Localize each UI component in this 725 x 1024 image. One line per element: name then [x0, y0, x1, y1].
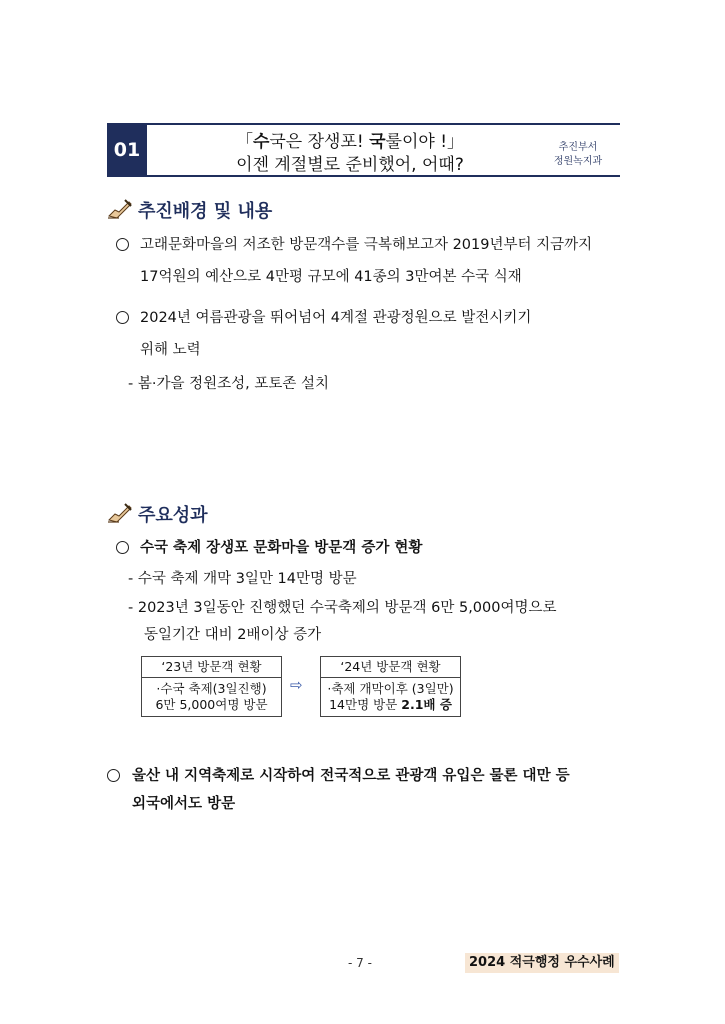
dept-label: 추진부서: [558, 142, 598, 153]
footer-brand: 2024 적극행정 우수사례: [465, 953, 619, 973]
item-text: 울산 내 지역축제로 시작하여 전국적으로 관광객 유입은 물론 대만 등: [132, 768, 570, 784]
box-line: 14만명 방문 2.1배 증: [329, 697, 452, 712]
box-line: ·수국 축제(3일진행): [156, 681, 267, 696]
item-text: 고래문화마을의 저조한 방문객수를 극복해보고자 2019년부터 지금까지: [140, 237, 593, 253]
right-arrow-icon: ⇨: [290, 676, 303, 694]
bullet-circle: [116, 311, 129, 324]
section-title-background: 추진배경 및 내용: [138, 201, 273, 222]
sub-item-text: - 봄·가을 정원조성, 포토존 설치: [128, 376, 329, 392]
header-top-rule: [107, 123, 620, 125]
sub-item-text: - 2023년 3일동안 진행했던 수국축제의 방문객 6만 5,000여명으로: [128, 600, 557, 616]
bullet-circle: [116, 541, 129, 554]
box-line: ·축제 개막이후 (3일만): [327, 681, 454, 696]
bullet-circle: [107, 769, 120, 782]
visitors-2023-box: [141, 656, 282, 717]
box-body: [142, 678, 281, 713]
dept-name: 정원녹지과: [553, 156, 603, 167]
bullet-circle: [116, 238, 129, 251]
pen-hand-icon: [107, 198, 133, 220]
sub-item-text: - 수국 축제 개막 3일만 14만명 방문: [128, 571, 357, 587]
box-line: 6만 5,000여명 방문: [155, 697, 268, 712]
box-body: [321, 678, 460, 713]
sub-item-text: 동일기간 대비 2배이상 증가: [144, 627, 322, 643]
section-number-badge: 01: [107, 125, 147, 175]
page-number: - 7 -: [348, 956, 372, 970]
visitors-2024-box: [320, 656, 461, 717]
header-bottom-rule: [107, 175, 620, 177]
header-title-line2: 이젠 계절별로 준비했어, 어때?: [236, 155, 464, 175]
item-text: 2024년 여름관광을 뛰어넘어 4계절 관광정원으로 발전시키기: [140, 310, 532, 326]
item-text: 위해 노력: [140, 342, 201, 358]
pen-hand-icon: [107, 502, 133, 524]
header-title-line1: 「수국은 장생포! 국룰이야 !」: [235, 132, 465, 152]
box-header: ‘23년 방문객 현황: [142, 657, 281, 678]
item-text: 수국 축제 장생포 문화마을 방문객 증가 현황: [140, 540, 423, 556]
section-title-results: 주요성과: [138, 505, 208, 526]
box-header: ‘24년 방문객 현황: [321, 657, 460, 678]
item-text: 외국에서도 방문: [132, 796, 236, 812]
item-text: 17억원의 예산으로 4만평 규모에 41종의 3만여본 수국 식재: [140, 269, 522, 285]
